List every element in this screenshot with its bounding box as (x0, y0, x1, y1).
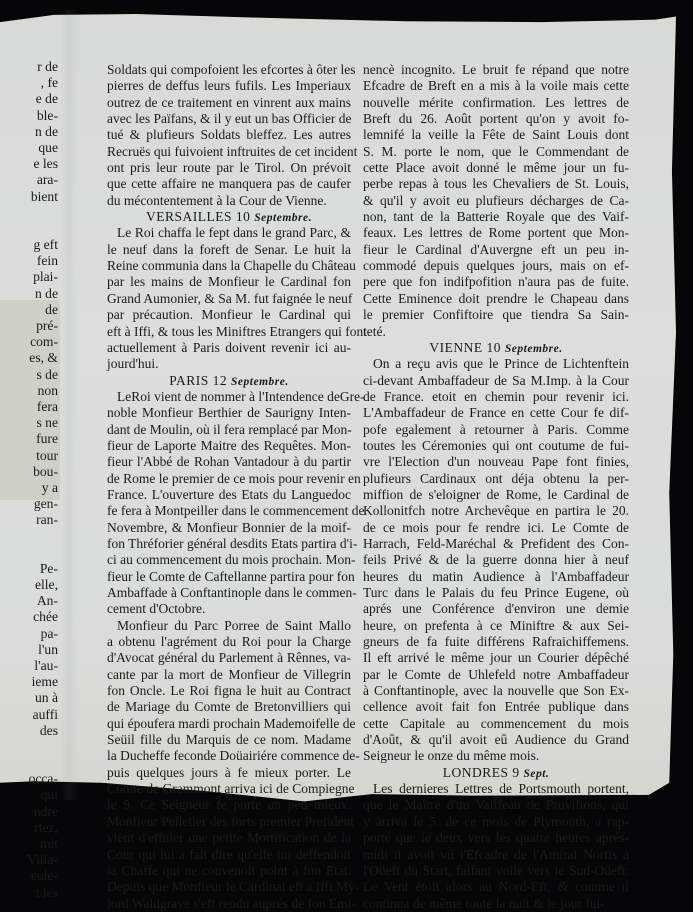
text-line: Reine communia dans la Chapelle du Château (107, 258, 356, 274)
text-line: par précaution. Monfieur le Cardinal qui (107, 307, 351, 323)
text-line: que cette affaire ne manquera pas de caufer (107, 176, 351, 192)
margin-fragment: que (38, 139, 58, 155)
margin-fragment: bou- (33, 463, 58, 479)
text-line: outrez de ce traitement en vinrent aux mains (107, 94, 351, 110)
margin-fragment: , fe (40, 75, 58, 91)
text-line: pierres de deffus leurs fufils. Les Imperiaux (107, 78, 351, 94)
text-line: de ce mois pour fe rendre ici. Le Comte de (363, 519, 629, 535)
section-body-vienne (363, 356, 629, 765)
margin-fragment: occa- (28, 771, 58, 787)
margin-fragment: s de (36, 366, 58, 382)
text-line: puis quelques jours à fe mieux porter. Le (107, 764, 351, 780)
column-1-continuation (107, 62, 358, 209)
margin-fragment: ble- (36, 107, 58, 123)
text-line: porté que le deux vers les quatre heures aprés- (363, 830, 629, 846)
text-line: Efcadre de Breft en a mis à la voile mais cette (363, 78, 629, 94)
text-line: Turc dans le Palais du feu Prince Eugene, où (363, 585, 629, 600)
text-line: Seüil fille du Marquis de ce nom. Madame (107, 732, 351, 748)
margin-fragment: ieme (31, 674, 58, 690)
margin-fragment: qui (40, 787, 58, 803)
text-line: S. M. porte le nom, que le Commendant de (363, 143, 629, 159)
margin-fragment: r de (37, 59, 58, 74)
text-line: ci au commencement du mois prochain. Mon- (107, 552, 356, 568)
text-line: Il eft arrivé le même jour un Courier dépêché (363, 650, 629, 666)
margin-fragment: n de (34, 285, 58, 301)
margin-fragment: plai- (33, 269, 58, 285)
margin-fragment: ara- (36, 172, 58, 188)
text-line: fieur le Comte de Caftellanne partira pour fon (107, 568, 355, 584)
text-line: de Mariage du Comte de Bretonvilliers qui (107, 699, 351, 715)
margin-fragment: l'un (38, 641, 58, 657)
text-line: par les mains de Monfieur le Cardinal fon (107, 274, 351, 290)
margin-fragment: tour (36, 447, 58, 463)
text-line: ci-devant Ambaffadeur de Sa M.Imp. à la Cour (363, 372, 629, 388)
column-2-continuation (363, 62, 629, 340)
text-line: cette Capitale au commencement du mois (363, 715, 629, 731)
margin-fragment: des (39, 722, 58, 738)
text-line: fieur le Cardinal d'Auvergne eft un peu in- (363, 241, 629, 257)
text-line: cement d'Octobre. (107, 601, 206, 617)
text-line: eft à Iffi, & tous les Miniftres Etrangers qui font (107, 323, 367, 339)
text-line: par le Comte de Uhlefeld notre Ambaffadeur (363, 666, 629, 682)
text-line: tué & plufieurs Soldats bleffez. Les autres (107, 127, 351, 143)
text-line: lord Waldgrave s'eft rendu auprés de fon Emi- (107, 895, 356, 911)
text-line: heures du matin Audience à l'Ambaffadeur (363, 568, 629, 584)
margin-fragment: es, & (29, 350, 58, 366)
margin-fragment: pa- (40, 625, 58, 641)
text-line: Kollonitfch notre Archevêque en partira le 20. (363, 503, 629, 519)
text-line: a obtenu l'agrément du Roi pour la Charge (107, 634, 351, 650)
margin-fragment: elle, (34, 577, 58, 592)
column-1 (107, 62, 367, 912)
text-line: Breft du 26. Août portent qu'on y avoit fo- (363, 111, 629, 127)
text-line: de France. etoit en chemin pour revenir ici. (363, 388, 629, 404)
text-line: teté. (363, 323, 386, 339)
text-line: plufieurs Cardinaux ont déja obtenu la per- (363, 470, 629, 486)
text-line: Soldats qui compofoient les efcortes à ôter les (107, 62, 356, 77)
margin-fragment: e de (35, 91, 58, 107)
section-body-paris (107, 388, 365, 912)
margin-fragment: auffi (32, 706, 58, 722)
margin-fragment: gen- (33, 496, 58, 512)
section-body-londres (363, 781, 629, 912)
text-line: Le Vent étoit alors au Nord-Eft, & comme il (363, 879, 629, 895)
margin-fragment: ran- (36, 512, 58, 528)
text-line: cante par la mort de Monfieur de Villegrin (107, 666, 351, 682)
text-line: noble Monfieur Berthier de Saurigny Inten- (107, 405, 351, 421)
text-line: aprés une Conférence d'environ une demie (363, 601, 629, 617)
section-heading-vienne: VIENNE 10 Septembre. (429, 339, 563, 355)
text-line: fon Oncle. Le Roi figna le huit au Contract (107, 683, 351, 699)
text-line: fon Thréforier général desdits Etats partira d'i- (107, 535, 358, 551)
text-line: Harrach, Feld-Maréchal & Prefident des Con- (363, 535, 629, 551)
text-line: lemnifé la veille la Fête de Saint Louis dont (363, 127, 629, 143)
text-line: Ambaffade à Conftantinople dans le commen- (107, 585, 357, 600)
margin-fragment: rtez, (34, 819, 58, 835)
text-line: France. L'ouverture des Etats du Languedoc (107, 486, 351, 502)
section-body-versailles (107, 225, 367, 372)
margin-fragment: fein (36, 253, 58, 269)
text-line: feaux. Les lettres de Rome portent que Mon- (363, 225, 629, 241)
text-line: Recruës qui fuivoient inftruites de cet incident (107, 143, 358, 159)
text-line: vient d'effuier une petite Mortification de la (107, 830, 351, 846)
text-line: nouvelle mérite confirmation. Les lettres de (363, 94, 629, 110)
margin-fragment: chée (33, 609, 58, 625)
text-line: On a reçu avis que le Prince de Lichtenftein (373, 356, 629, 372)
text-line: cellence avoit fait fon Entrée publique dans (363, 699, 629, 715)
text-line: toutes les Céremonies qui ont coutume de fui- (363, 437, 629, 453)
margin-fragment: non (37, 382, 58, 398)
text-line: Novembre, & Monfieur Bonnier de la moif- (107, 519, 351, 535)
text-line: pere que fon indifpofition n'aura pas de fuite. (363, 274, 629, 290)
text-line: LeRoi vient de nommer à l'Intendence deGre- (117, 388, 365, 404)
margin-fragment: fera (36, 398, 58, 414)
text-line: dant de Moulin, où il fera remplacé par Mon- (107, 421, 352, 437)
margin-fragment (0, 528, 58, 544)
text-line: continua de même toute la nuit & le jour fui- (363, 895, 605, 911)
text-line: le 9. Ce Seigneur fe porte un peu mieux. (107, 797, 351, 813)
text-line: non, tant de la Batterie Royale que des Vaif- (363, 209, 629, 225)
text-line: fieur l'Abbé de Rohan Vantadour à du partir (107, 454, 351, 470)
paper-fold (60, 10, 78, 800)
text-line: ont pris leur route par le Tirol. On prévoit (107, 160, 351, 176)
margin-fragment: mit (39, 836, 58, 851)
text-line: nencè incognito. Le bruit fe répand que notre (363, 62, 629, 77)
text-line: commodé depuis quelques jours, mais on ef- (363, 258, 629, 274)
text-line: heure, on prefenta à ce Miniftre & aux Sei- (363, 617, 629, 633)
text-line: le premier Confiftoire que tiendra Sa Sain- (363, 307, 629, 323)
margin-fragment: e les (33, 156, 58, 172)
text-line: d'Août, & qu'il avoit eû Audience du Grand (363, 732, 629, 748)
margin-fragment: g eft (33, 237, 58, 253)
text-line: d'Avocat général du Parlement à Rênnes, va- (107, 650, 351, 666)
text-line: vre l'Election d'un nouveau Pape font finies, (363, 454, 629, 470)
margin-fragment: com- (30, 334, 58, 350)
text-line: pofe egalement à retourner à Paris. Comme (363, 421, 629, 437)
section-heading-paris: PARIS 12 Septembre. (169, 372, 289, 388)
text-line: Grand Aumonier, & Sa M. fut faignée le neuf (107, 290, 353, 306)
text-line: cette Place avoit donné le même jour un fu- (363, 160, 629, 176)
margin-fragment: ndre (33, 803, 58, 819)
margin-fragment (0, 739, 58, 755)
text-line: Comte de Grammont arriva ici de Compiegne (107, 781, 355, 797)
margin-fragment: An- (36, 593, 58, 609)
margin-fragment (0, 205, 58, 221)
margin-fragment: fure (36, 431, 58, 447)
margin-fragment: eule- (30, 868, 58, 884)
text-line: avec les Païfans, & il y eut un bas Officier de (107, 111, 352, 127)
text-line: gneurs de fa fuite différens Rafraichiffemens. (363, 634, 629, 650)
text-line: feils Privé & de la guerre donna hier à neuf (363, 552, 629, 568)
text-line: à Conftantinople, avec la nouvelle que Son Ex- (363, 683, 629, 699)
section-heading-versailles: VERSAILLES 10 Septembre. (146, 209, 312, 225)
margin-fragment: l'au- (34, 657, 58, 673)
text-line: Cour qui lui a fait dire qu'elle lui deffendoit (107, 846, 351, 862)
text-line: que le Maître d'un Vaiffeau de Provifions, qui (363, 797, 629, 813)
text-line: la Chaffe qui ne couvenoit point à fon Etat. (107, 862, 351, 878)
text-line: l'Oüeft du Start, faifant voile vers le Sud-Oüeft: (363, 862, 629, 878)
text-line: Seigneur le onze du même mois. (363, 748, 540, 764)
text-line: actuellement à Paris doivent revenir ici au- (107, 339, 351, 355)
text-line: jourd'hui. (107, 356, 159, 372)
text-line: de Rome le premier de ce mois pour revenir en (107, 470, 361, 486)
text-line: Depuis que Monfieur le Cardinal eft a Iffi.My- (107, 879, 360, 895)
margin-fragment: un à (34, 690, 58, 706)
text-line: Les dernieres Lettres de Portsmouth portent, (373, 781, 629, 797)
margin-fragment: Villa- (27, 852, 58, 868)
margin-fragment: t les (35, 884, 58, 900)
text-line: la Ducheffe feconde Doüairiére commence de- (107, 748, 360, 764)
text-line: y arriva le 5. de ce mois de Plymouth, a rap- (363, 813, 629, 829)
text-line: Le Roi chaffa le fept dans le grand Parc, & (117, 225, 351, 241)
text-line: qui époufera mardi prochain Mademoifelle de (107, 715, 356, 731)
text-line: L'Ambaffadeur de France en cette Cour fe dif- (363, 405, 629, 421)
margin-fragment: de (45, 301, 58, 317)
margin-fragment: y a (41, 479, 58, 495)
text-line: du mécontentement à la Cour de Vienne. (107, 192, 327, 208)
text-line: & qu'il y avoit eu plufieurs décharges de Ca- (363, 192, 629, 208)
margin-fragment: Pe- (39, 560, 58, 576)
margin-fragment (0, 545, 58, 561)
margin-fragment: s ne (36, 415, 58, 431)
margin-fragment: n de (34, 123, 58, 139)
column-2 (363, 62, 629, 912)
margin-fragment: bient (30, 188, 58, 204)
left-margin-fragments (0, 59, 58, 901)
margin-fragment: pré- (36, 318, 58, 333)
text-line: midi il avoit vû l'Efcadre de l'Amiral Nortis à (363, 846, 629, 862)
text-line: Monfieur Pelletier des forts premier Prefident (107, 813, 355, 829)
text-line: Monfieur du Parc Porree de Saint Mallo (117, 617, 351, 633)
text-line: fe fera à Montpeiller dans le commencement de (107, 503, 365, 519)
text-line: perbe repas à tous les Chevaliers de St. Louis, (363, 176, 629, 192)
text-line: Cette Eminence doit prendre le Chapeau dans (363, 290, 629, 306)
text-line: fieur de Laporte Maitre des Requêtes. Mon- (107, 437, 351, 453)
margin-fragment (0, 755, 58, 771)
section-heading-londres: LONDRES 9 Sept. (442, 764, 550, 780)
margin-fragment (0, 221, 58, 237)
text-line: le neuf dans la foreft de Senar. Le huit la (107, 241, 351, 257)
text-line: miffion de s'eloigner de Rome, le Cardinal de (363, 486, 629, 502)
